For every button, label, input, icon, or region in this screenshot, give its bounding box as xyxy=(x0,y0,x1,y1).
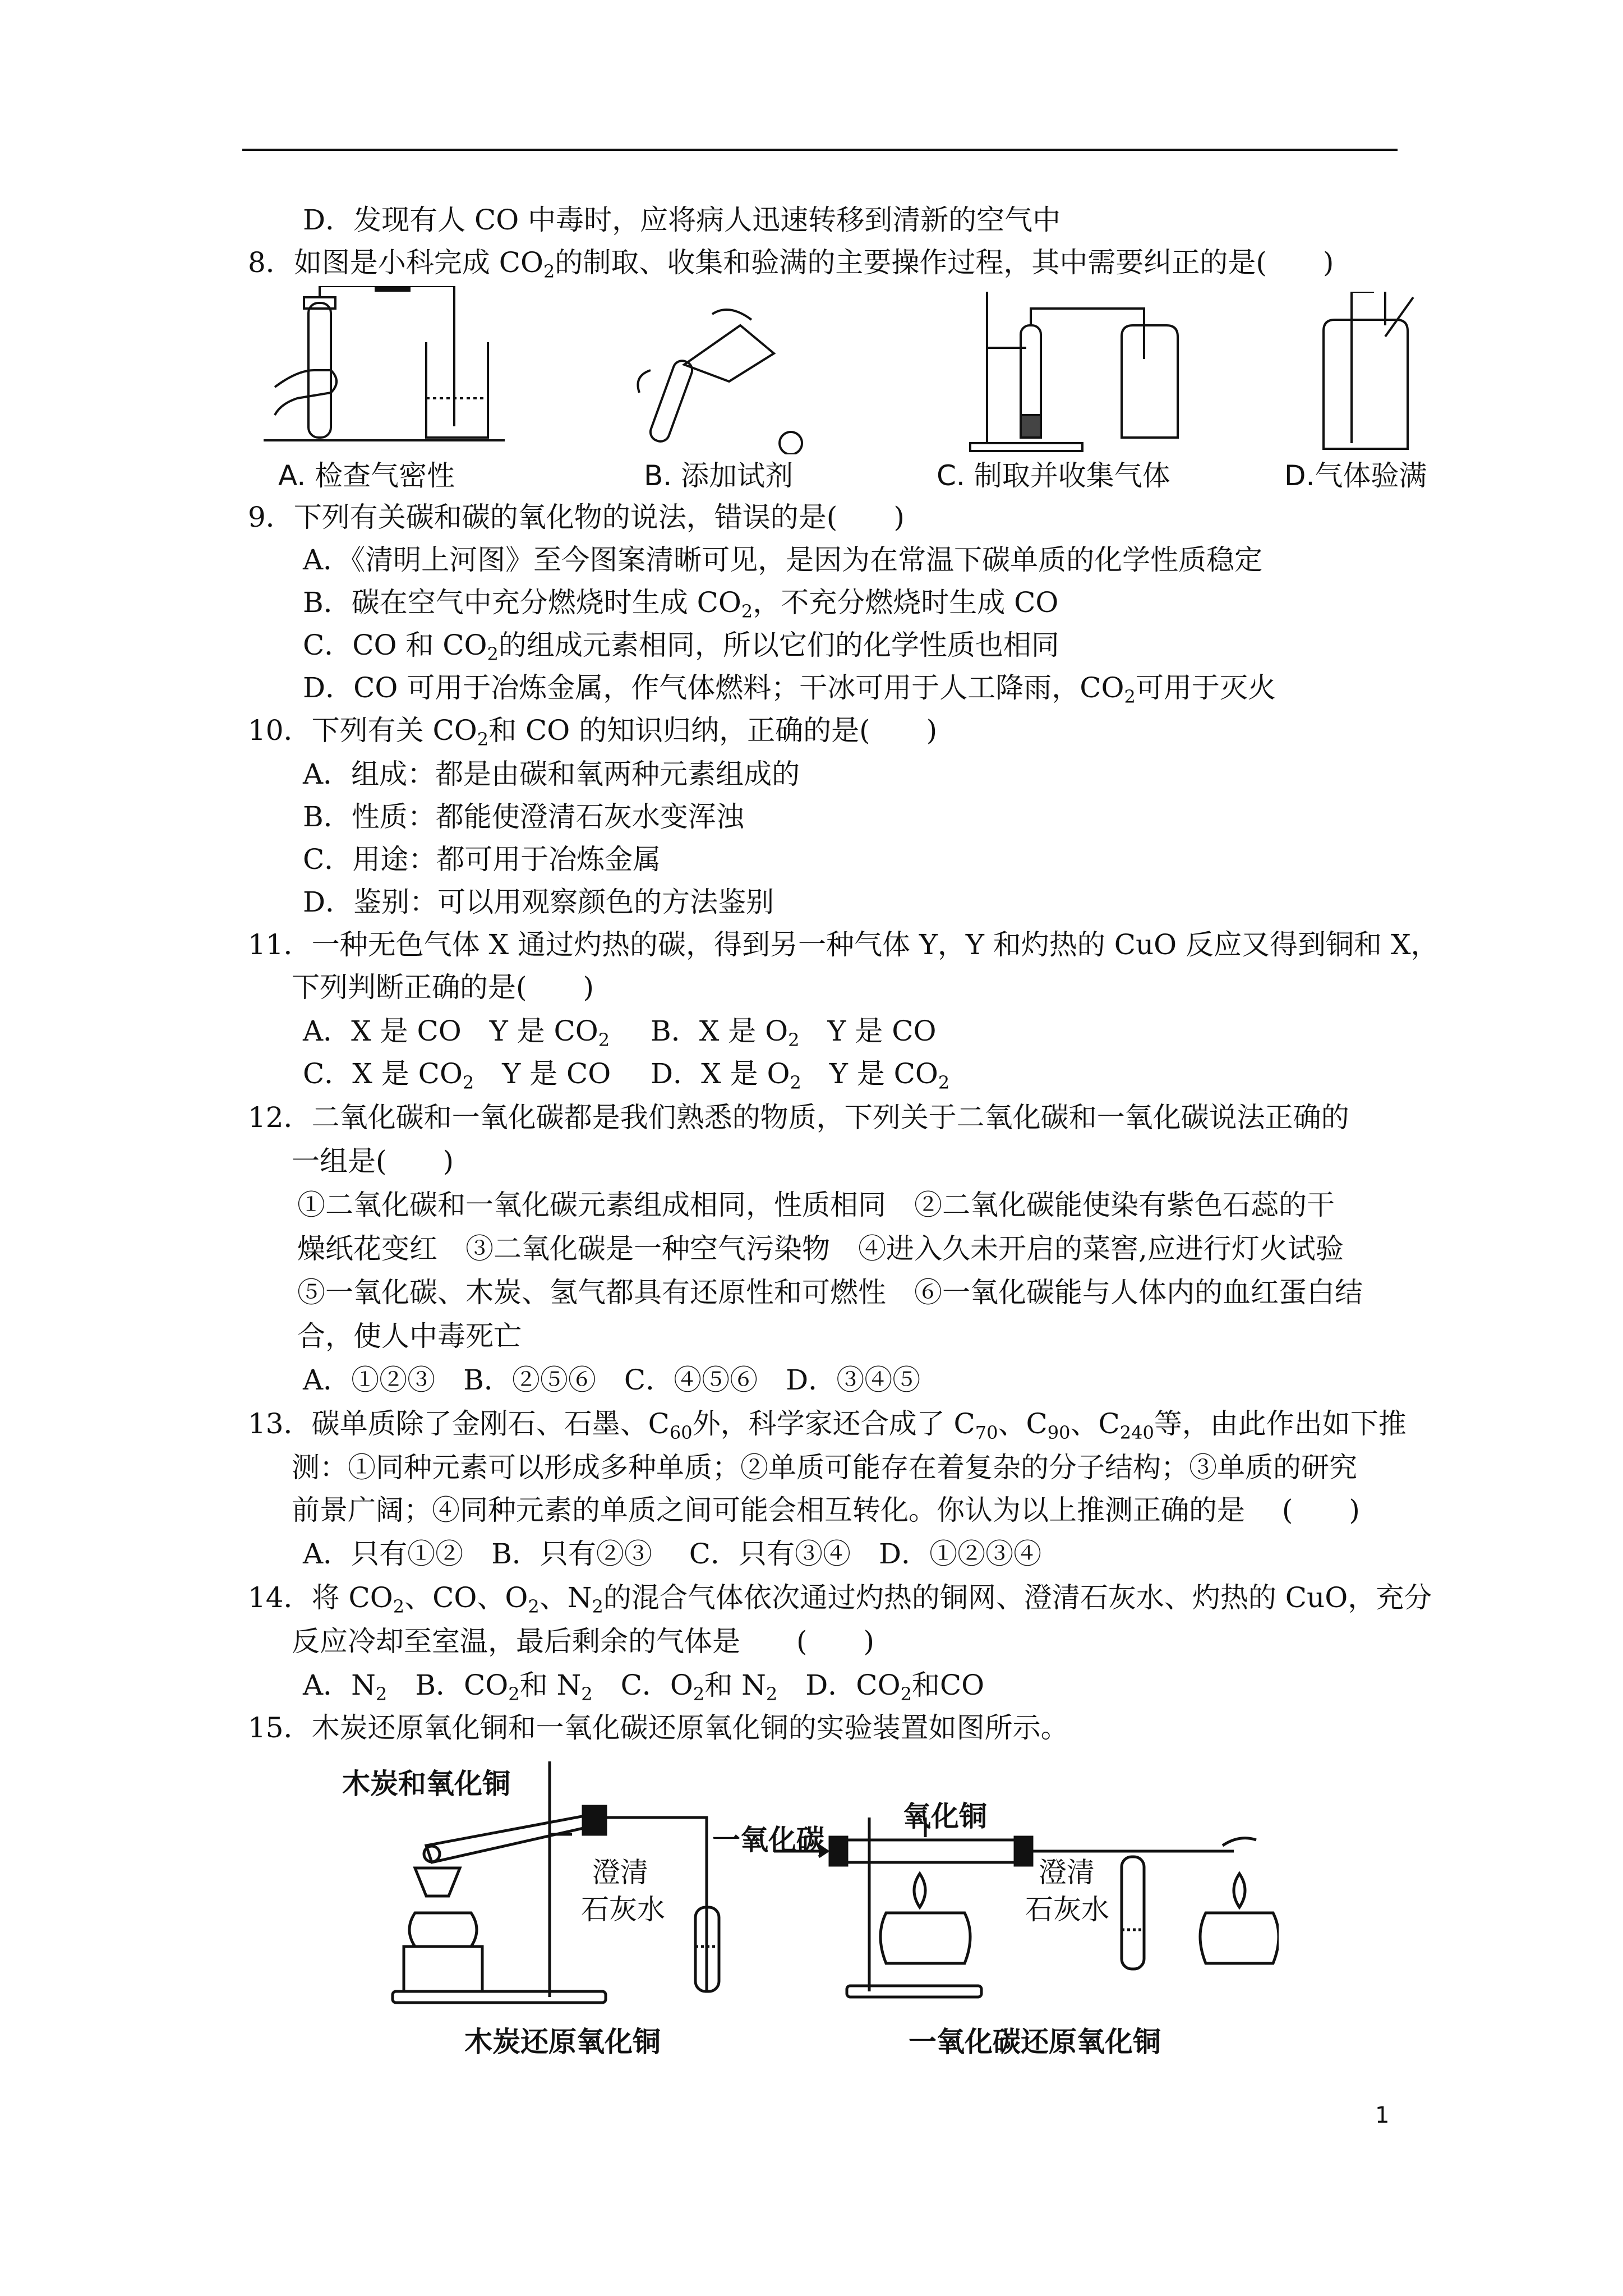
q8-caption-b: B. 添加试剂 xyxy=(644,459,794,492)
q8-caption-c: C. 制取并收集气体 xyxy=(937,459,1170,492)
q15-label-limewater-left-2: 石灰水 xyxy=(581,1893,665,1926)
q9-option-b: B．碳在空气中充分燃烧时生成 $CO_2$，不充分燃烧时生成 CO xyxy=(303,586,1059,622)
q15-stem: 15．木炭还原氧化铜和一氧化碳还原氧化铜的实验装置如图所示。 xyxy=(248,1711,1069,1744)
q10-option-a: A．组成：都是由碳和氧两种元素组成的 xyxy=(303,758,800,790)
q15-label-carbon-monoxide: 一氧化碳 xyxy=(712,1824,824,1856)
q12-stem-line1: 12．二氧化碳和一氧化碳都是我们熟悉的物质，下列关于二氧化碳和一氧化碳说法正确的 xyxy=(248,1101,1349,1134)
header-rule xyxy=(242,149,1398,151)
q9-stem: 9．下列有关碳和碳的氧化物的说法，错误的是( ) xyxy=(248,501,905,533)
q7-option-d: D．发现有人 CO 中毒时，应将病人迅速转移到清新的空气中 xyxy=(303,204,1061,236)
q8-figure-c xyxy=(965,292,1200,454)
q15-label-limewater-left-1: 澄清 xyxy=(592,1856,648,1889)
q8-figure-a xyxy=(264,286,505,454)
q12-options: A．①②③ B．②⑤⑥ C．④⑤⑥ D．③④⑤ xyxy=(303,1364,921,1396)
q13-options: A．只有①② B．只有②③ C．只有③④ D．①②③④ xyxy=(303,1538,1042,1570)
q11-option-c: C．X 是 $CO_2$ Y 是 CO xyxy=(303,1057,611,1093)
q14-stem-line2: 反应冷却至室温，最后剩余的气体是 ( ) xyxy=(292,1625,875,1658)
q8-stem: 8．如图是小科完成 $CO_2$的制取、收集和验满的主要操作过程，其中需要纠正的是( ) xyxy=(248,246,1334,282)
q15-label-charcoal-copper-oxide: 木炭和氧化铜 xyxy=(342,1768,510,1800)
q8-caption-d: D.气体验满 xyxy=(1284,459,1427,492)
q10-option-b: B．性质：都能使澄清石灰水变浑浊 xyxy=(303,800,744,833)
q11-option-b: B．X 是 $O_2$ Y 是 CO xyxy=(651,1015,937,1051)
q14-options: A．$N_2$ B．$CO_2$和 $N_2$ C．$O_2$和 $N_2$ D．$CO_2$和CO xyxy=(303,1669,985,1705)
q11-option-d: D．X 是 $O_2$ Y 是 $CO_2$ xyxy=(651,1057,950,1093)
q10-stem: 10．下列有关 $CO_2$和 CO 的知识归纳，正确的是( ) xyxy=(248,714,938,750)
q12-statements-line4: 合，使人中毒死亡 xyxy=(297,1320,522,1352)
q12-stem-line2: 一组是( ) xyxy=(292,1145,454,1177)
q10-option-d: D．鉴别：可以用观察颜色的方法鉴别 xyxy=(303,886,774,918)
q8-caption-a: A. 检查气密性 xyxy=(278,459,455,492)
q11-stem-line1: 11．一种无色气体 X 通过灼热的碳，得到另一种气体 Y，Y 和灼热的 CuO 反应又得到铜和 X， xyxy=(248,928,1439,961)
q15-label-limewater-right-1: 澄清 xyxy=(1039,1856,1095,1889)
q12-statements-line1: ①二氧化碳和一氧化碳元素组成相同，性质相同 ②二氧化碳能使染有紫色石蕊的干 xyxy=(297,1189,1335,1221)
q8-figure-b xyxy=(628,303,808,454)
q15-caption-charcoal: 木炭还原氧化铜 xyxy=(464,2026,661,2058)
q11-stem-line2: 下列判断正确的是( ) xyxy=(292,971,594,1004)
q12-statements-line3: ⑤一氧化碳、木炭、氢气都具有还原性和可燃性 ⑥一氧化碳能与人体内的血红蛋白结 xyxy=(297,1276,1363,1309)
q15-label-copper-oxide: 氧化铜 xyxy=(903,1800,987,1833)
page-number: 1 xyxy=(1375,2102,1390,2128)
q11-option-a: A．X 是 CO Y 是 $CO_2$ xyxy=(303,1015,610,1051)
q14-stem-line1: 14．将 $CO_2$、CO、$O_2$、$N_2$的混合气体依次通过灼热的铜网、澄清石灰水、灼热的 CuO，充分 xyxy=(248,1581,1432,1617)
q9-option-a: A．《清明上河图》至今图案清晰可见，是因为在常温下碳单质的化学性质稳定 xyxy=(303,544,1263,576)
q13-stem-line1: 13．碳单质除了金刚石、石墨、$C_{60}$外，科学家还合成了 $C_{70}$、$C_{90}$、$C_{240}$等，由此作出如下推 xyxy=(248,1407,1407,1443)
q15-caption-carbon-monoxide: 一氧化碳还原氧化铜 xyxy=(909,2026,1161,2058)
q9-option-c: C．CO 和 $CO_2$的组成元素相同，所以它们的化学性质也相同 xyxy=(303,629,1059,665)
q13-stem-line2: 测：①同种元素可以形成多种单质；②单质可能存在着复杂的分子结构；③单质的研究 xyxy=(292,1451,1357,1484)
q15-figure-carbon-monoxide xyxy=(763,1784,1279,2008)
q10-option-c: C．用途：都可用于冶炼金属 xyxy=(303,843,661,876)
q15-label-limewater-right-2: 石灰水 xyxy=(1025,1893,1109,1926)
q12-statements-line2: 燥纸花变红 ③二氧化碳是一种空气污染物 ④进入久未开启的菜窖,应进行灯火试验 xyxy=(297,1232,1344,1265)
q9-option-d: D．CO 可用于冶炼金属，作气体燃料；干冰可用于人工降雨，$CO_2$可用于灭火 xyxy=(303,671,1276,707)
q13-stem-line3: 前景广阔；④同种元素的单质之间可能会相互转化。你认为以上推测正确的是 ( ) xyxy=(292,1494,1360,1526)
q8-figure-d xyxy=(1312,292,1424,454)
